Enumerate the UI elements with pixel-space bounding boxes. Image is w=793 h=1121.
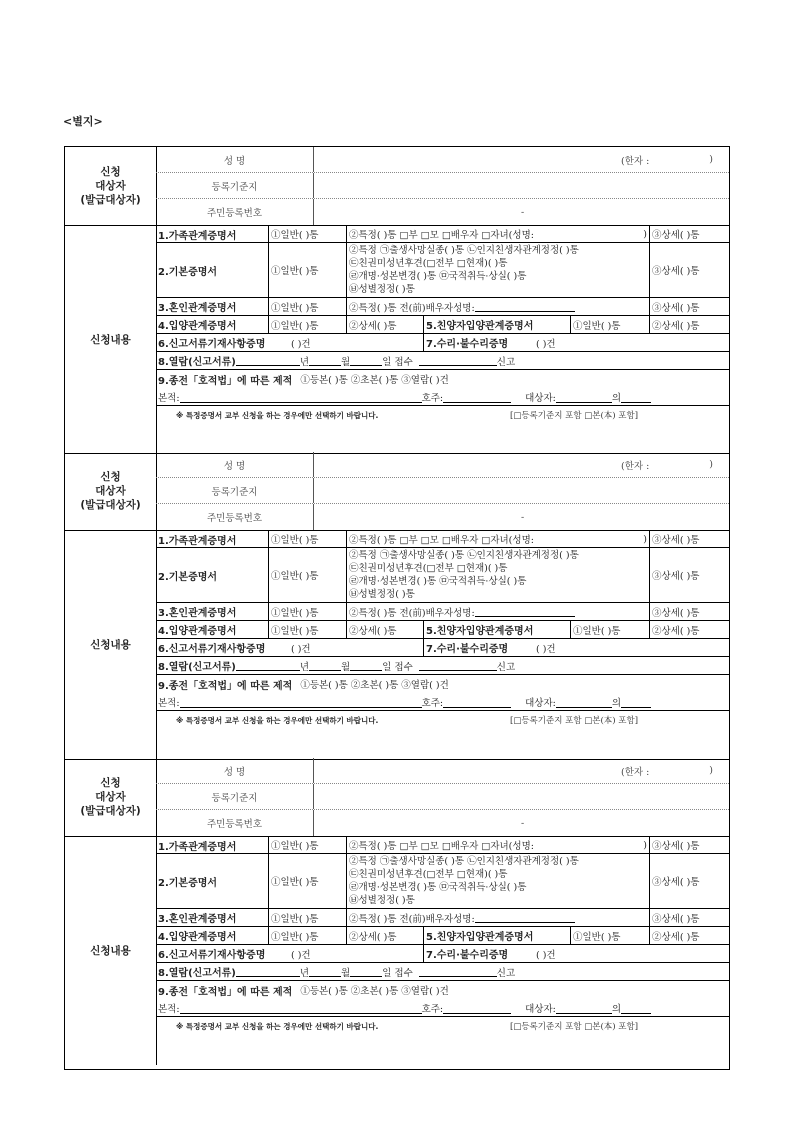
old-register-head[interactable]: 9.종전「호적법」에 따른 제적 ①등본( )통 ②초본( )통 ③열람( )건 — [158, 986, 449, 998]
note-options[interactable]: [□등록기준지 포함 □본(本) 포함] — [510, 716, 639, 726]
name-field[interactable] — [313, 147, 729, 172]
application-block — [64, 452, 730, 760]
applicant-label: 신청 대상자 (발급대상자) — [65, 758, 157, 836]
adoption-cert-general[interactable]: ①일반( )통 — [269, 927, 347, 944]
full-adoption-cert-title: 5.친양자입양관계증명서 — [424, 927, 571, 944]
acceptance-cert-count[interactable]: ( )건 — [536, 338, 556, 350]
name-field[interactable] — [313, 452, 729, 477]
note-text: ※ 특정증명서 교부 신청을 하는 경우에만 선택하기 바랍니다. — [176, 715, 379, 725]
old-register-row — [156, 675, 729, 711]
marriage-cert-row — [156, 603, 729, 621]
registry-field[interactable] — [313, 478, 729, 503]
basic-cert-general[interactable]: ①일반( )통 — [269, 548, 347, 602]
basic-cert-row — [156, 854, 729, 909]
family-cert-title: 1.가족관계증명서 — [156, 226, 269, 242]
adoption-cert-general[interactable]: ①일반( )통 — [269, 621, 347, 638]
family-cert-detail[interactable]: ③상세( )통 — [652, 535, 700, 546]
marriage-cert-detail[interactable]: ③상세( )통 — [652, 913, 700, 925]
applicant-label: 신청 대상자 (발급대상자) — [65, 147, 157, 225]
resident-dash: - — [521, 206, 525, 218]
applicant-section — [65, 758, 729, 836]
registry-label: 등록기준지 — [156, 478, 314, 503]
family-cert-specific[interactable]: ②특정( )통 □부 □모 □배우자 □자녀(성명: ) — [347, 226, 650, 242]
family-cert-general[interactable]: ①일반( )통 — [269, 837, 347, 853]
marriage-cert-title: 3.혼인관계증명서 — [156, 909, 269, 926]
marriage-cert-title: 3.혼인관계증명서 — [156, 603, 269, 620]
report-cert-row — [156, 945, 729, 963]
report-doc-cert-title: 6.신고서류기재사항증명 — [158, 950, 266, 961]
adoption-cert-title: 4.입양관계증명서 — [156, 316, 269, 333]
inspection-content[interactable]: 8.열람(신고서류) 년 월 일 접수 신고 — [158, 967, 516, 979]
acceptance-cert-title: 7.수리·불수리증명 — [426, 950, 509, 961]
hanja-field: (한자 : ) — [621, 154, 713, 167]
full-adoption-cert-general[interactable]: ①일반( )통 — [571, 621, 650, 638]
acceptance-cert-count[interactable]: ( )건 — [536, 949, 556, 961]
family-cert-title: 1.가족관계증명서 — [156, 837, 269, 853]
selection-note — [156, 407, 729, 423]
content-label: 신청내용 — [65, 837, 157, 1065]
full-adoption-cert-general[interactable]: ①일반( )통 — [571, 316, 650, 333]
marriage-cert-row — [156, 298, 729, 316]
content-section — [65, 225, 729, 454]
registry-field[interactable] — [313, 784, 729, 809]
name-row — [156, 147, 729, 173]
old-register-row — [156, 370, 729, 406]
basic-cert-row — [156, 243, 729, 298]
basic-cert-row — [156, 548, 729, 603]
report-doc-cert-title: 6.신고서류기재사항증명 — [158, 339, 266, 350]
resident-row — [156, 199, 729, 225]
content-label: 신청내용 — [65, 531, 157, 759]
content-section — [65, 530, 729, 759]
adoption-cert-detail[interactable]: ②상세( )통 — [347, 621, 424, 638]
application-block — [64, 146, 730, 454]
resident-field[interactable] — [313, 199, 729, 225]
resident-dash: - — [521, 511, 525, 523]
family-cert-specific[interactable]: ②특정( )통 □부 □모 □배우자 □자녀(성명: ) — [347, 837, 650, 853]
acceptance-cert-title: 7.수리·불수리증명 — [426, 644, 509, 655]
basic-cert-detail[interactable]: ③상세( )통 — [652, 877, 700, 888]
hanja-field: (한자 : ) — [621, 765, 713, 778]
note-options[interactable]: [□등록기준지 포함 □본(本) 포함] — [510, 1022, 639, 1032]
full-adoption-cert-title: 5.친양자입양관계증명서 — [424, 621, 571, 638]
resident-row — [156, 810, 729, 836]
adoption-cert-title: 4.입양관계증명서 — [156, 927, 269, 944]
registry-label: 등록기준지 — [156, 784, 314, 809]
resident-label: 주민등록번호 — [156, 504, 314, 530]
marriage-cert-detail[interactable]: ③상세( )통 — [652, 302, 700, 314]
hanja-field: (한자 : ) — [621, 459, 713, 472]
old-register-head[interactable]: 9.종전「호적법」에 따른 제적 ①등본( )통 ②초본( )통 ③열람( )건 — [158, 375, 449, 387]
resident-row — [156, 504, 729, 530]
family-cert-detail[interactable]: ③상세( )통 — [652, 230, 700, 241]
basic-cert-title: 2.기본증명서 — [156, 243, 269, 297]
marriage-cert-detail[interactable]: ③상세( )통 — [652, 607, 700, 619]
registry-row — [156, 173, 729, 199]
name-row — [156, 452, 729, 478]
report-doc-cert-count[interactable]: ( )건 — [289, 945, 424, 962]
family-cert-row — [156, 531, 729, 548]
basic-cert-specific[interactable]: ②특정 ㉠출생사망실종( )통 ㉡인지친생자관계정정( )통 ㉢친권미성년후견(□전부 □현재)( )통 ㉣개명·성본변경( )통 ㉤국적취득·상실( )통 ㉥성별정정( )통 — [347, 854, 650, 908]
full-adoption-cert-detail[interactable]: ②상세( )통 — [652, 320, 700, 332]
registry-field[interactable] — [313, 173, 729, 198]
adoption-cert-title: 4.입양관계증명서 — [156, 621, 269, 638]
marriage-cert-specific[interactable]: ②특정( )통 전(前)배우자성명: — [347, 298, 650, 315]
report-doc-cert-count[interactable]: ( )건 — [289, 334, 424, 351]
adoption-cert-row — [156, 621, 729, 639]
resident-field[interactable] — [313, 810, 729, 836]
inspection-content[interactable]: 8.열람(신고서류) 년 월 일 접수 신고 — [158, 661, 516, 673]
registry-row — [156, 478, 729, 504]
marriage-cert-general[interactable]: ①일반( )통 — [269, 298, 347, 315]
family-cert-general[interactable]: ①일반( )통 — [269, 226, 347, 242]
note-text: ※ 특정증명서 교부 신청을 하는 경우에만 선택하기 바랍니다. — [176, 410, 379, 420]
marriage-cert-specific[interactable]: ②특정( )통 전(前)배우자성명: — [347, 909, 650, 926]
basic-cert-title: 2.기본증명서 — [156, 854, 269, 908]
resident-label: 주민등록번호 — [156, 199, 314, 225]
marriage-cert-general[interactable]: ①일반( )통 — [269, 603, 347, 620]
acceptance-cert-title: 7.수리·불수리증명 — [426, 339, 509, 350]
adoption-cert-row — [156, 316, 729, 334]
basic-cert-general[interactable]: ①일반( )통 — [269, 243, 347, 297]
adoption-cert-detail[interactable]: ②상세( )통 — [347, 316, 424, 333]
adoption-cert-row — [156, 927, 729, 945]
marriage-cert-general[interactable]: ①일반( )통 — [269, 909, 347, 926]
application-block — [64, 758, 730, 1070]
note-options[interactable]: [□등록기준지 포함 □본(本) 포함] — [510, 411, 639, 421]
resident-label: 주민등록번호 — [156, 810, 314, 836]
basic-cert-title: 2.기본증명서 — [156, 548, 269, 602]
name-field[interactable] — [313, 758, 729, 783]
content-label: 신청내용 — [65, 226, 157, 454]
family-cert-specific[interactable]: ②특정( )통 □부 □모 □배우자 □자녀(성명: ) — [347, 531, 650, 547]
adoption-cert-general[interactable]: ①일반( )통 — [269, 316, 347, 333]
applicant-section — [65, 147, 729, 225]
registry-label: 등록기준지 — [156, 173, 314, 198]
basic-cert-specific[interactable]: ②특정 ㉠출생사망실종( )통 ㉡인지친생자관계정정( )통 ㉢친권미성년후견(□전부 □현재)( )통 ㉣개명·성본변경( )통 ㉤국적취득·상실( )통 ㉥성별정정( )통 — [347, 548, 650, 602]
inspection-row — [156, 657, 729, 675]
adoption-cert-detail[interactable]: ②상세( )통 — [347, 927, 424, 944]
selection-note — [156, 1018, 729, 1034]
applicant-section — [65, 452, 729, 530]
full-adoption-cert-detail[interactable]: ②상세( )통 — [652, 931, 700, 943]
full-adoption-cert-title: 5.친양자입양관계증명서 — [424, 316, 571, 333]
marriage-cert-specific[interactable]: ②특정( )통 전(前)배우자성명: — [347, 603, 650, 620]
name-label: 성 명 — [156, 758, 314, 783]
report-cert-row — [156, 334, 729, 352]
inspection-row — [156, 352, 729, 370]
old-register-row — [156, 981, 729, 1017]
full-adoption-cert-general[interactable]: ①일반( )통 — [571, 927, 650, 944]
name-label: 성 명 — [156, 452, 314, 477]
old-register-head[interactable]: 9.종전「호적법」에 따른 제적 ①등본( )통 ②초본( )통 ③열람( )건 — [158, 680, 449, 692]
registry-row — [156, 784, 729, 810]
marriage-cert-row — [156, 909, 729, 927]
report-doc-cert-title: 6.신고서류기재사항증명 — [158, 644, 266, 655]
resident-dash: - — [521, 817, 525, 829]
basic-cert-specific[interactable]: ②특정 ㉠출생사망실종( )통 ㉡인지친생자관계정정( )통 ㉢친권미성년후견(□전부 □현재)( )통 ㉣개명·성본변경( )통 ㉤국적취득·상실( )통 ㉥성별정정( )통 — [347, 243, 650, 297]
attachment-label: <별지> — [63, 115, 103, 128]
family-cert-detail[interactable]: ③상세( )통 — [652, 841, 700, 852]
basic-cert-detail[interactable]: ③상세( )통 — [652, 266, 700, 277]
marriage-cert-title: 3.혼인관계증명서 — [156, 298, 269, 315]
family-cert-row — [156, 837, 729, 854]
name-label: 성 명 — [156, 147, 314, 172]
selection-note — [156, 712, 729, 728]
old-register-detail[interactable]: 본적: 호주: 대상자: 의 — [156, 999, 729, 1017]
applicant-label: 신청 대상자 (발급대상자) — [65, 452, 157, 530]
report-doc-cert-count[interactable]: ( )건 — [289, 639, 424, 656]
resident-field[interactable] — [313, 504, 729, 530]
inspection-content[interactable]: 8.열람(신고서류) 년 월 일 접수 신고 — [158, 356, 516, 368]
inspection-row — [156, 963, 729, 981]
full-adoption-cert-detail[interactable]: ②상세( )통 — [652, 625, 700, 637]
family-cert-title: 1.가족관계증명서 — [156, 531, 269, 547]
basic-cert-detail[interactable]: ③상세( )통 — [652, 571, 700, 582]
old-register-detail[interactable]: 본적: 호주: 대상자: 의 — [156, 693, 729, 711]
content-section — [65, 836, 729, 1065]
name-row — [156, 758, 729, 784]
report-cert-row — [156, 639, 729, 657]
family-cert-row — [156, 226, 729, 243]
old-register-detail[interactable]: 본적: 호주: 대상자: 의 — [156, 388, 729, 406]
family-cert-general[interactable]: ①일반( )통 — [269, 531, 347, 547]
basic-cert-general[interactable]: ①일반( )통 — [269, 854, 347, 908]
acceptance-cert-count[interactable]: ( )건 — [536, 643, 556, 655]
note-text: ※ 특정증명서 교부 신청을 하는 경우에만 선택하기 바랍니다. — [176, 1021, 379, 1031]
